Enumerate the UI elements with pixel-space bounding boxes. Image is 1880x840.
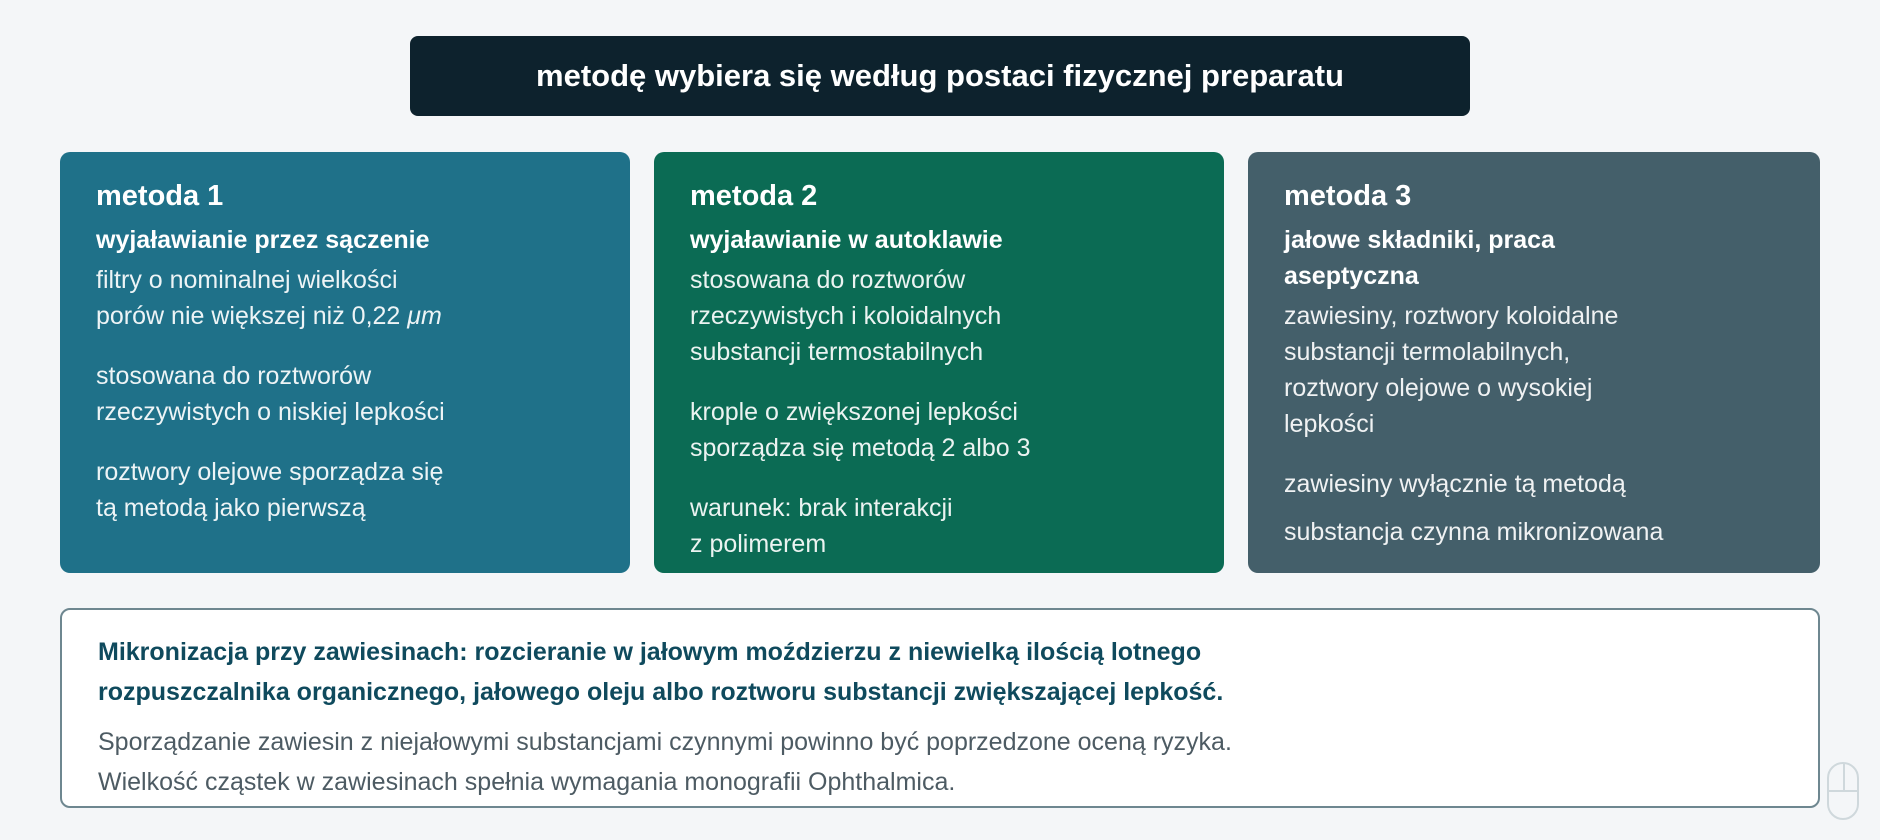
method-2-subtitle: wyjaławianie w autoklawie — [690, 226, 1003, 254]
method-3-title: metoda 3 — [1284, 180, 1412, 212]
method-card-2 — [654, 152, 1224, 573]
method-1-line-1-unit: μm — [407, 302, 442, 330]
method-3-lines — [1284, 298, 1784, 550]
method-card-3 — [1248, 152, 1820, 573]
method-2-title: metoda 2 — [690, 180, 818, 212]
method-card-1 — [60, 152, 630, 573]
mouse-scroll-icon — [1827, 762, 1859, 820]
micronization-note — [60, 608, 1820, 808]
method-3-line-1: zawiesiny, roztwory koloidalne substancji termolabilnych, roztwory olejowe o wysokiej lepkości — [1284, 302, 1619, 438]
method-2-line-1: stosowana do roztworów rzeczywistych i koloidalnych substancji termostabilnych — [690, 266, 1002, 366]
method-1-lines — [96, 262, 594, 526]
method-3-line-2: zawiesiny wyłącznie tą metodą — [1284, 470, 1626, 498]
method-1-title: metoda 1 — [96, 180, 224, 212]
method-2-line-2: krople o zwiększonej lepkości sporządza się metodą 2 albo 3 — [690, 398, 1031, 462]
method-2-line-3: warunek: brak interakcji z polimerem — [690, 494, 953, 558]
method-3-subtitle: jałowe składniki, praca aseptyczna — [1284, 226, 1555, 290]
method-1-line-1-text: filtry o nominalnej wielkości porów nie większej niż 0,22 — [96, 266, 401, 330]
header-banner — [410, 36, 1470, 116]
method-1-line-3: roztwory olejowe sporządza się tą metodą jako pierwszą — [96, 458, 444, 522]
banner-title: metodę wybiera się według postaci fizycznej preparatu — [536, 58, 1344, 93]
method-1-line-1 — [96, 262, 594, 334]
method-1-line-2: stosowana do roztworów rzeczywistych o niskiej lepkości — [96, 362, 445, 426]
method-2-lines — [690, 262, 1188, 562]
note-bold-text: Mikronizacja przy zawiesinach: rozcieranie w jałowym moździerzu z niewielką ilością lotnego rozpuszczalnika organicznego, jałowego oleju albo roztworu substancji zwiększającej lepkość. — [98, 638, 1224, 706]
method-1-subtitle: wyjaławianie przez sączenie — [96, 226, 430, 254]
note-body-text: Sporządzanie zawiesin z niejałowymi substancjami czynnymi powinno być poprzedzone oceną ryzyka. Wielkość cząstek w zawiesinach spełnia wymagania monografii Ophthalmica. — [98, 728, 1232, 796]
method-3-line-3: substancja czynna mikronizowana — [1284, 518, 1664, 546]
